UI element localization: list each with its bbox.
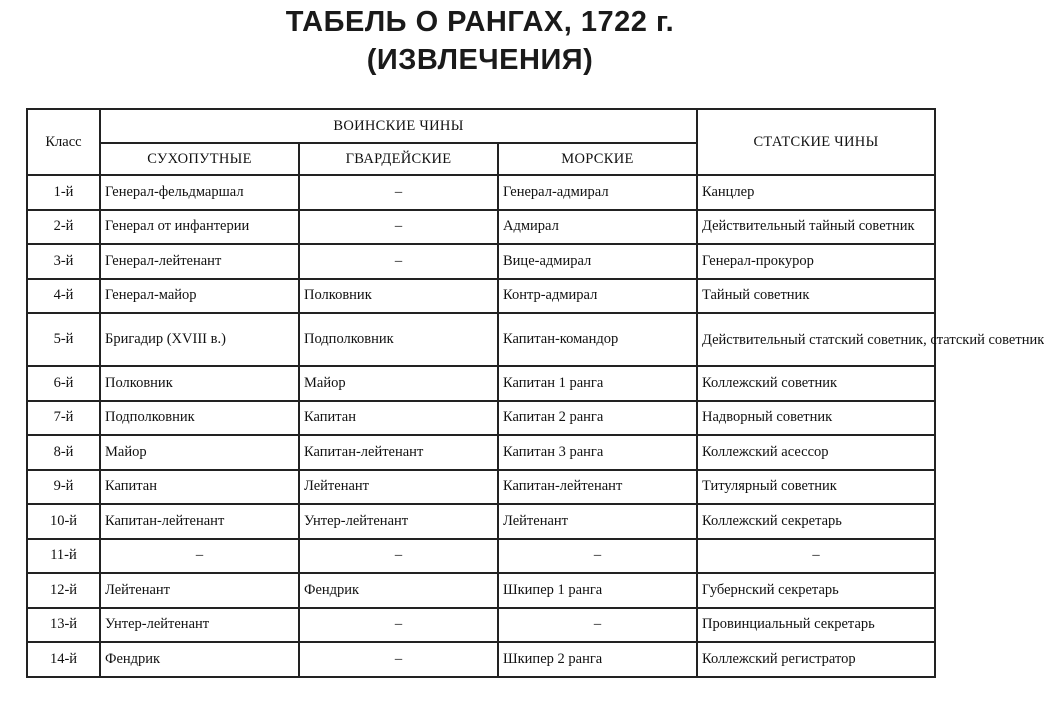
land-rank-cell: Полковник xyxy=(100,366,299,401)
land-rank-cell: Унтер-лейтенант xyxy=(100,608,299,643)
table-row xyxy=(27,366,935,401)
class-cell: 10-й xyxy=(27,504,100,539)
land-rank-cell: Бригадир (XVIII в.) xyxy=(100,313,299,366)
ranks-table xyxy=(26,108,1044,678)
civil-rank-cell: Титулярный советник xyxy=(697,470,935,505)
naval-rank-cell: Капитан 3 ранга xyxy=(498,435,697,470)
class-cell: 1-й xyxy=(27,175,100,210)
class-cell: 12-й xyxy=(27,573,100,608)
civil-rank-cell: Действительный статский советник, статский советник xyxy=(697,313,935,366)
guard-rank-cell: Подполковник xyxy=(299,313,498,366)
guard-rank-cell: Унтер-лейтенант xyxy=(299,504,498,539)
header-civil-ranks: СТАТСКИЕ ЧИНЫ xyxy=(697,109,935,175)
naval-rank-cell: – xyxy=(498,608,697,643)
civil-rank-cell: Генерал-прокурор xyxy=(697,244,935,279)
header-naval: МОРСКИЕ xyxy=(498,143,697,175)
civil-rank-cell: Коллежский асессор xyxy=(697,435,935,470)
land-rank-cell: Генерал-майор xyxy=(100,279,299,314)
class-cell: 13-й xyxy=(27,608,100,643)
land-rank-cell: Фендрик xyxy=(100,642,299,677)
guard-rank-cell: Капитан-лейтенант xyxy=(299,435,498,470)
table-row xyxy=(27,401,935,436)
table-row xyxy=(27,539,935,574)
class-cell: 7-й xyxy=(27,401,100,436)
class-cell: 9-й xyxy=(27,470,100,505)
guard-rank-cell: Лейтенант xyxy=(299,470,498,505)
civil-rank-cell: Коллежский советник xyxy=(697,366,935,401)
naval-rank-cell: Лейтенант xyxy=(498,504,697,539)
table-row xyxy=(27,642,935,677)
civil-rank-cell: Коллежский секретарь xyxy=(697,504,935,539)
civil-rank-cell: Губернский секретарь xyxy=(697,573,935,608)
guard-rank-cell: – xyxy=(299,608,498,643)
naval-rank-cell: Шкипер 1 ранга xyxy=(498,573,697,608)
class-cell: 2-й xyxy=(27,210,100,245)
page-subtitle: (ИЗВЛЕЧЕНИЯ) xyxy=(366,44,594,76)
guard-rank-cell: Фендрик xyxy=(299,573,498,608)
table-row xyxy=(27,504,935,539)
naval-rank-cell: Капитан-лейтенант xyxy=(498,470,697,505)
class-cell: 14-й xyxy=(27,642,100,677)
civil-rank-cell: – xyxy=(697,539,935,574)
header-class: Класс xyxy=(27,109,100,175)
table-row xyxy=(27,435,935,470)
guard-rank-cell: Капитан xyxy=(299,401,498,436)
header-land: СУХОПУТНЫЕ xyxy=(100,143,299,175)
civil-rank-cell: Канцлер xyxy=(697,175,935,210)
guard-rank-cell: – xyxy=(299,210,498,245)
land-rank-cell: Майор xyxy=(100,435,299,470)
naval-rank-cell: Адмирал xyxy=(498,210,697,245)
guard-rank-cell: – xyxy=(299,244,498,279)
civil-rank-cell: Тайный советник xyxy=(697,279,935,314)
land-rank-cell: Подполковник xyxy=(100,401,299,436)
table-row xyxy=(27,175,935,210)
rank-rows xyxy=(27,175,1044,677)
civil-rank-cell: Надворный советник xyxy=(697,401,935,436)
guard-rank-cell: Полковник xyxy=(299,279,498,314)
naval-rank-cell: Контр-адмирал xyxy=(498,279,697,314)
naval-rank-cell: Капитан-командор xyxy=(498,313,697,366)
civil-rank-cell: Действительный тайный советник xyxy=(697,210,935,245)
class-cell: 5-й xyxy=(27,313,100,366)
table-row xyxy=(27,313,935,366)
naval-rank-cell: Капитан 2 ранга xyxy=(498,401,697,436)
class-cell: 3-й xyxy=(27,244,100,279)
civil-rank-cell: Провинциальный секретарь xyxy=(697,608,935,643)
table-row xyxy=(27,210,935,245)
page-title: ТАБЕЛЬ О РАНГАХ, 1722 г. xyxy=(285,6,675,38)
land-rank-cell: Капитан-лейтенант xyxy=(100,504,299,539)
land-rank-cell: Генерал-лейтенант xyxy=(100,244,299,279)
guard-rank-cell: – xyxy=(299,642,498,677)
header-military-ranks: ВОИНСКИЕ ЧИНЫ xyxy=(100,109,697,143)
naval-rank-cell: Вице-адмирал xyxy=(498,244,697,279)
guard-rank-cell: – xyxy=(299,175,498,210)
class-cell: 8-й xyxy=(27,435,100,470)
table-row xyxy=(27,573,935,608)
land-rank-cell: Лейтенант xyxy=(100,573,299,608)
guard-rank-cell: Майор xyxy=(299,366,498,401)
table-row xyxy=(27,470,935,505)
class-cell: 4-й xyxy=(27,279,100,314)
guard-rank-cell: – xyxy=(299,539,498,574)
table-row xyxy=(27,608,935,643)
land-rank-cell: – xyxy=(100,539,299,574)
civil-rank-cell: Коллежский регистратор xyxy=(697,642,935,677)
land-rank-cell: Генерал-фельдмаршал xyxy=(100,175,299,210)
class-cell: 11-й xyxy=(27,539,100,574)
class-cell: 6-й xyxy=(27,366,100,401)
naval-rank-cell: Капитан 1 ранга xyxy=(498,366,697,401)
table-row xyxy=(27,279,935,314)
naval-rank-cell: Генерал-адмирал xyxy=(498,175,697,210)
table-row xyxy=(27,244,935,279)
land-rank-cell: Капитан xyxy=(100,470,299,505)
land-rank-cell: Генерал от инфантерии xyxy=(100,210,299,245)
header-guard: ГВАРДЕЙСКИЕ xyxy=(299,143,498,175)
naval-rank-cell: Шкипер 2 ранга xyxy=(498,642,697,677)
naval-rank-cell: – xyxy=(498,539,697,574)
